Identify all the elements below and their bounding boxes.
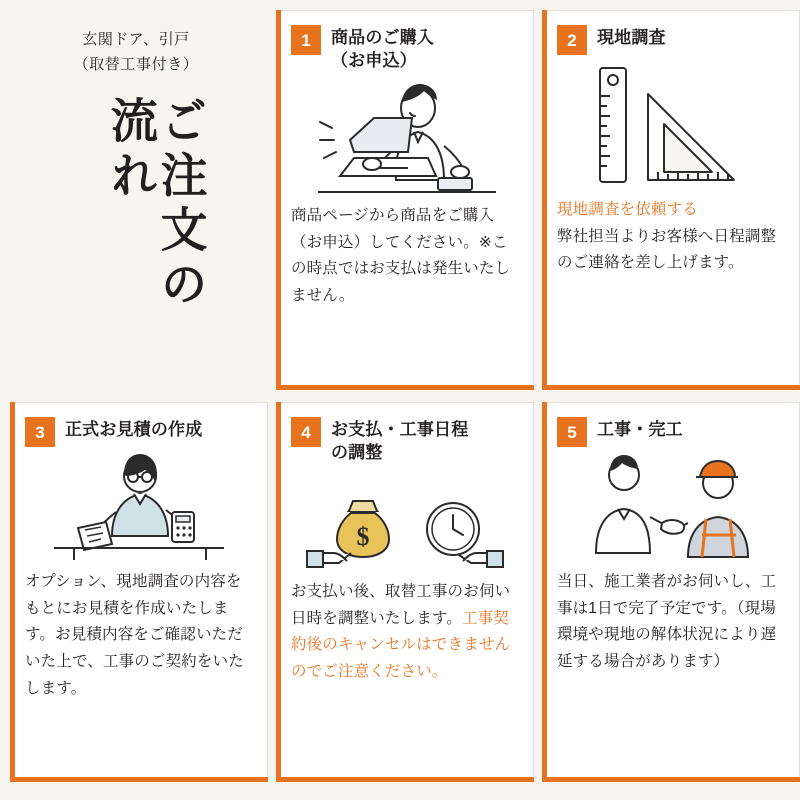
page-title: ご注文の流れ: [104, 96, 208, 315]
step-card-1: [276, 10, 534, 390]
step-5-title: 工事・完工: [597, 420, 683, 439]
step-3-number: 3: [25, 417, 55, 447]
step-4-header: [291, 417, 519, 465]
step-card-5: [542, 402, 800, 782]
step-4-title: [331, 417, 468, 465]
step-1-header: [291, 25, 519, 73]
step-card-4: [276, 402, 534, 782]
title-block: [10, 10, 268, 390]
step-1-title: [331, 25, 434, 73]
svg-text:$: $: [356, 521, 370, 551]
title-subtitle-line1: 玄関ドア、引戸: [82, 31, 190, 48]
step-4-title-line2: の調整: [331, 442, 383, 462]
step-4-highlight: 工事契約後のキャンセルはできませんのでご注意ください。: [291, 609, 511, 680]
handshake-workers-icon: [557, 453, 785, 565]
step-3-title: 正式お見積の作成: [65, 420, 203, 439]
step-2-text: 弊社担当よりお客様へ日程調整のご連絡を差し上げます。: [557, 227, 777, 272]
step-4-body: [291, 579, 519, 686]
step-5-header: [557, 417, 785, 447]
step-4-title-line1: お支払・工事日程: [331, 420, 469, 439]
steps-grid: [10, 10, 790, 782]
step-4-text: お支払い後、取替工事のお伺い日時を調整いたします。: [291, 582, 511, 627]
step-4-number: 4: [291, 417, 321, 447]
step-1-title-line1: 商品のご購入: [331, 28, 435, 47]
step-5-body: 当日、施工業者がお伺いし、工事は1日で完了予定です。（現場環境や現地の解体状況により遅延する場合があります）: [557, 573, 777, 670]
step-card-2: [542, 10, 800, 390]
step-card-3: [10, 402, 268, 782]
step-2-title: 現地調査: [597, 28, 666, 47]
step-1-number: 1: [291, 25, 321, 55]
title-subtitle: [10, 28, 262, 78]
step-2-highlight: 現地調査を依頼する: [557, 201, 698, 218]
step-2-header: [557, 25, 785, 55]
title-subtitle-line2: （取替工事付き）: [73, 55, 199, 73]
ruler-and-triangle-icon: [557, 61, 785, 193]
step-3-header: [25, 417, 253, 447]
person-at-laptop-icon: [291, 79, 519, 199]
step-5-number: 5: [557, 417, 587, 447]
step-1-title-line2: （お申込）: [331, 50, 417, 70]
woman-with-calculator-icon: [25, 449, 253, 565]
step-2-body: [557, 197, 785, 277]
step-1-body: 商品ページから商品をご購入（お申込）してください。※この時点ではお支払は発生いたしません。: [291, 206, 511, 304]
step-3-body: オプション、現地調査の内容をもとにお見積を作成いたします。お見積内容をご確認いただいた上で、工事のご契約をいたします。: [25, 573, 244, 697]
money-bag-and-clock-icon: [291, 471, 519, 575]
step-2-number: 2: [557, 25, 587, 55]
